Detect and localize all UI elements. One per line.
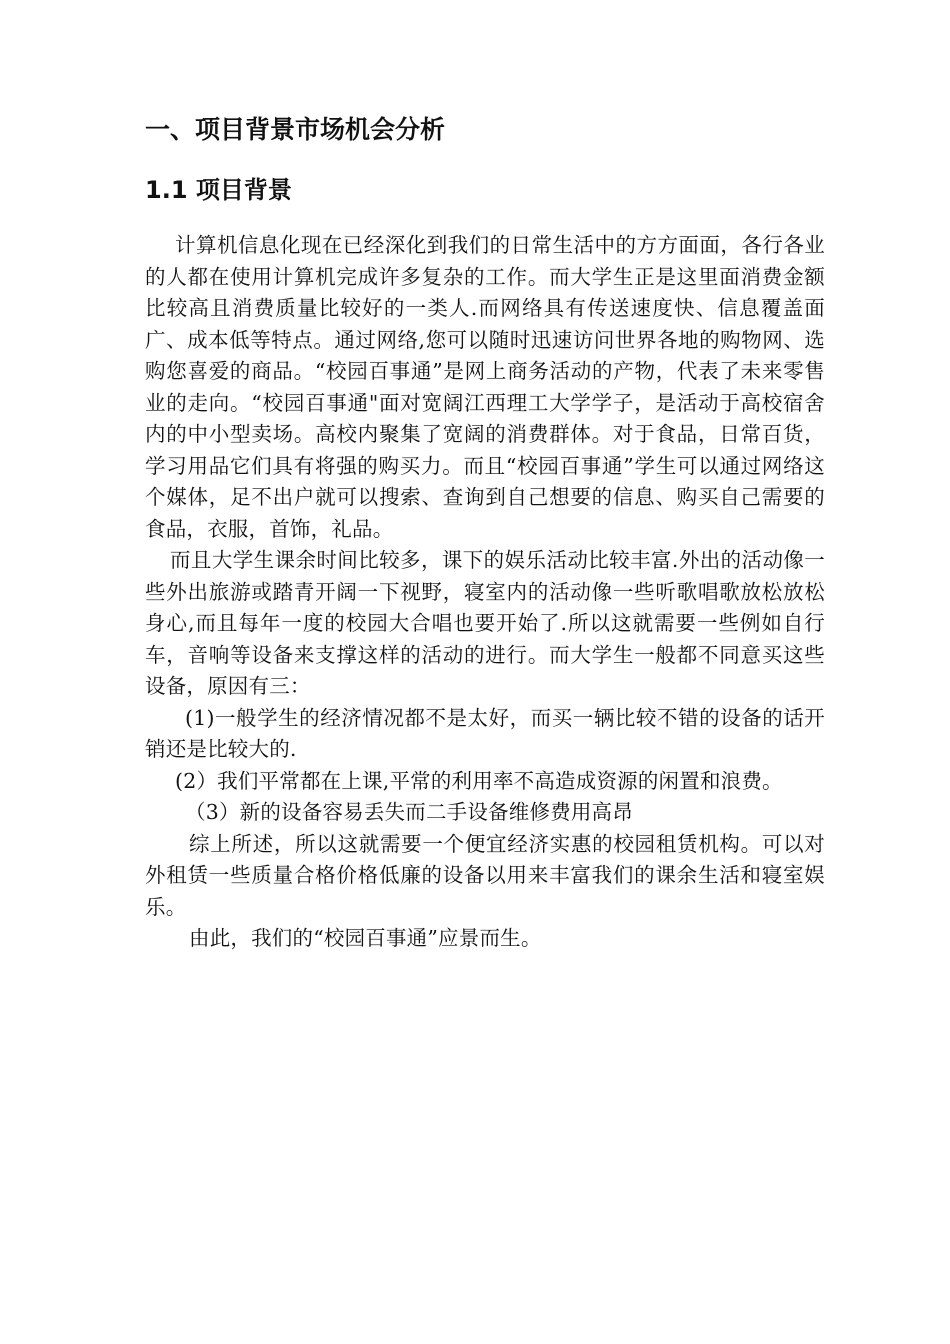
document-body <box>145 112 825 955</box>
list-item-reason-3: （3）新的设备容易丢失而二手设备维修费用高昂 <box>185 800 633 824</box>
list-item-reason-2: (2）我们平常都在上课,平常的利用率不高造成资源的闲置和浪费。 <box>175 768 783 793</box>
paragraph-conclusion: 综上所述，所以这就需要一个便宜经济实惠的校园租赁机构。可以对外租赁一些质量合格价格低廉的设备以用来丰富我们的课余生活和寝室娱乐。 <box>145 831 825 919</box>
list-item-reason-1: (1)一般学生的经济情况都不是太好，而买一辆比较不错的设备的话开销还是比较大的. <box>145 705 825 761</box>
paragraph-leisure: 而且大学生课余时间比较多，课下的娱乐活动比较丰富.外出的活动像一些外出旅游或踏青开阔一下视野，寝室内的活动像一些听歌唱歌放松放松身心,而且每年一度的校园大合唱也要开始了.所以这就需要一些例如自行车，音响等设备来支撑这样的活动的进行。而大学生一般都不同意买这些设备，原因有三： <box>145 548 825 698</box>
paragraph-background: 计算机信息化现在已经深化到我们的日常生活中的方方面面，各行各业的人都在使用计算机完成许多复杂的工作。而大学生正是这里面消费金额比较高且消费质量比较好的一类人.而网络具有传送速度快、信息覆盖面广、成本低等特点。通过网络,您可以随时迅速访问世界各地的购物网、选购您喜爱的商品。“校园百事通”是网上商务活动的产物，代表了未来零售业的走向。“校园百事通"面对宽阔江西理工大学学子，是活动于高校宿舍内的中小型卖场。高校内聚集了宽阔的消费群体。对于食品，日常百货，学习用品它们具有将强的购买力。而且“校园百事通”学生可以通过网络这个媒体，足不出户就可以搜索、查询到自己想要的信息、购买自己需要的食品，衣服，首饰，礼品。 <box>145 233 825 541</box>
paragraph-final: 由此，我们的“校园百事通”应景而生。 <box>189 926 542 950</box>
subsection-heading: 1.1 项目背景 <box>145 176 292 204</box>
section-heading: 一、项目背景市场机会分析 <box>145 115 446 144</box>
